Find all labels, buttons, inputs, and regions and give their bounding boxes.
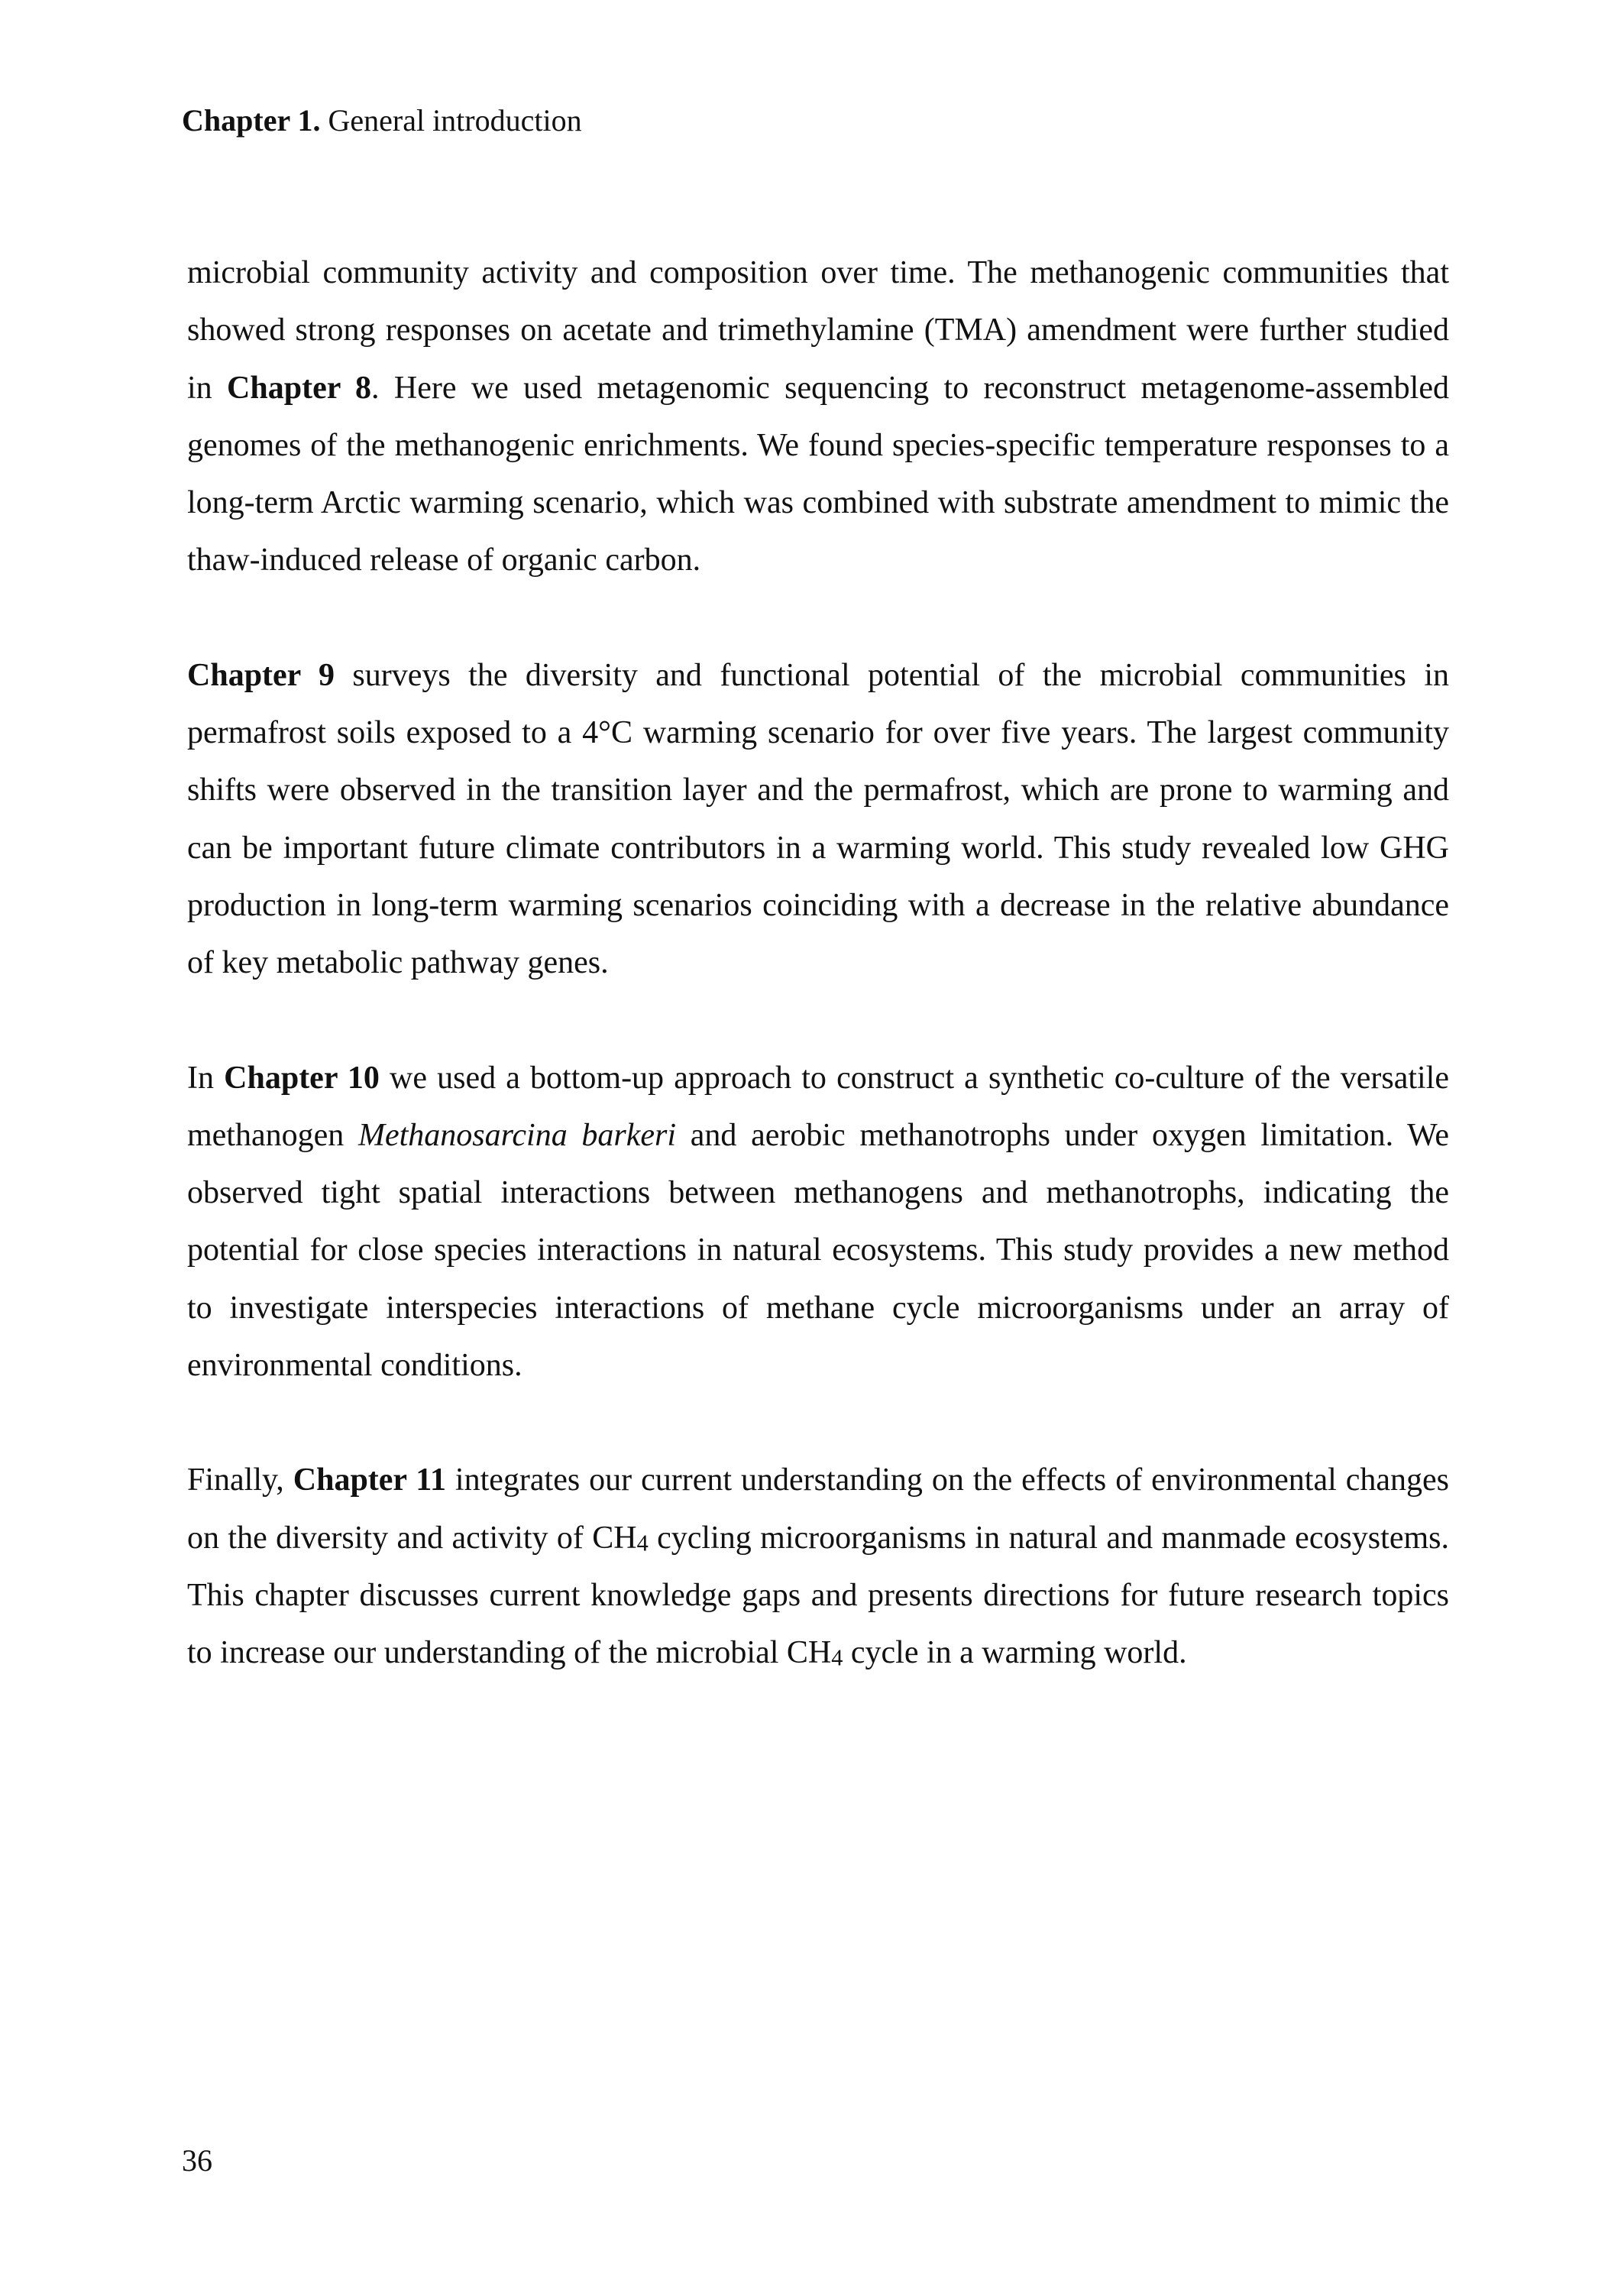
header-chapter-label: Chapter 1. [182, 103, 321, 138]
header-chapter-title: General introduction [328, 103, 582, 138]
p4-subscript-2: 4 [831, 1644, 843, 1671]
p1-text: microbial community activity and composition over time. The methanogenic communities that showed strong responses on acetate and trimethylamine (TMA) amendment were further studied in [187, 255, 1449, 406]
p1-chapter-ref: Chapter 8 [227, 370, 371, 406]
p3-text: we used a bottom-up approach to construct a synthetic co-culture of the versatile methanogen [187, 1060, 1449, 1153]
p3-species-name: Methanosarcina barkeri [357, 1117, 677, 1153]
p4-text-before: Finally, [187, 1462, 293, 1498]
paragraph-chapter-10 [187, 1050, 1449, 1395]
p1-text-2: . Here we used metagenomic sequencing to reconstruct metagenome-assembled genomes of the methanogenic enrichments. We found species-specific temperature responses to a long-term Arctic warming scenario, which was combined with substrate amendment to mimic the thaw-induced release of organic carbon. [187, 370, 1449, 578]
p2-text: surveys the diversity and functional potential of the microbial communities in permafrost soils exposed to a 4°C warming scenario for over five years. The largest community shifts were observed in the transition layer and the permafrost, which are prone to warming and can be important future climate contributors in a warming world. This study revealed low GHG production in long-term warming scenarios coinciding with a decrease in the relative abundance of key metabolic pathway genes. [187, 657, 1449, 981]
paragraph-chapter-11 [187, 1452, 1449, 1682]
p4-chapter-ref: Chapter 11 [293, 1462, 446, 1498]
p4-text: integrates our current understanding on the effects of environmental changes on the diversity and activity of CH [187, 1462, 1449, 1556]
paragraph-chapter-8 [187, 245, 1449, 590]
p4-text-2: cycling microorganisms in natural and manmade ecosystems. This chapter discusses current knowledge gaps and presents directions for future research topics to increase our understanding of the microbial CH [187, 1520, 1449, 1671]
p3-text-2: and aerobic methanotrophs under oxygen limitation. We observed tight spatial interactions between methanogens and methanotrophs, indicating the potential for close species interactions in natural ecosystems. This study provides a new method to investigate interspecies interactions of methane cycle microorganisms under an array of environmental conditions. [187, 1117, 1449, 1384]
p2-chapter-ref: Chapter 9 [187, 657, 335, 693]
p4-text-3: cycle in a warming world. [843, 1635, 1187, 1671]
p3-text-before: In [187, 1060, 225, 1096]
p3-chapter-ref: Chapter 10 [224, 1060, 380, 1096]
running-header [182, 99, 582, 142]
p4-subscript-1: 4 [636, 1530, 649, 1556]
page-number: 36 [182, 2143, 212, 2178]
paragraph-chapter-9 [187, 647, 1449, 993]
body-text [187, 245, 1449, 1740]
